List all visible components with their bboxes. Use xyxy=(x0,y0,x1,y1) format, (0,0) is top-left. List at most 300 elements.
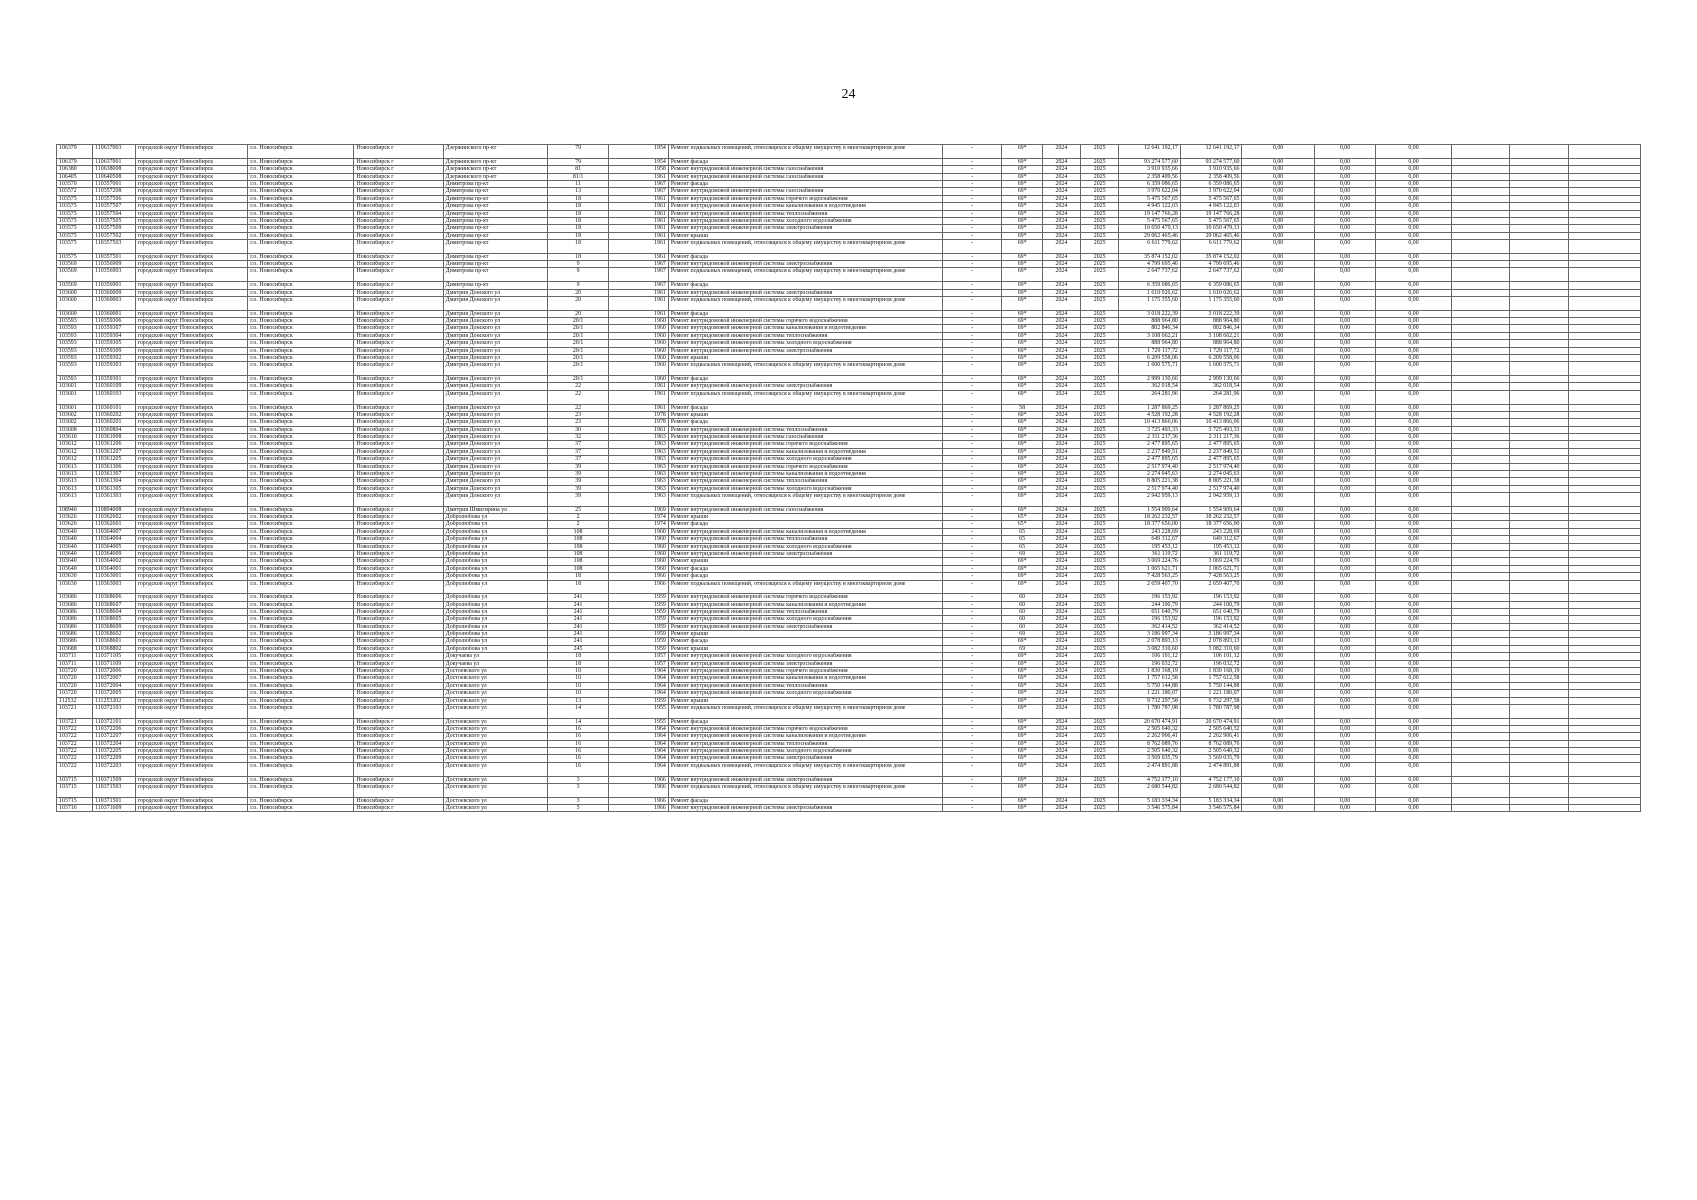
table-cell: 2024 xyxy=(1042,748,1080,755)
table-cell: Ремонт фасада xyxy=(668,638,942,645)
table-cell: 69* xyxy=(1002,289,1042,296)
table-cell: Новосибирск г xyxy=(354,616,443,623)
table-cell: 2 474 891,88 xyxy=(1119,762,1181,776)
table-cell: 1 287 869,25 xyxy=(1119,404,1181,411)
table-cell: городской округ Новосибирск xyxy=(135,697,248,704)
table-cell: 0,00 xyxy=(1314,675,1376,682)
table-cell: Новосибирск г xyxy=(354,383,443,390)
table-cell: 2025 xyxy=(1081,493,1119,507)
table-cell: Ремонт внутридомовой инженерной системы горячего водоснабжения xyxy=(668,594,942,601)
table-cell: Ремонт внутридомовой инженерной системы электроснабжения xyxy=(668,550,942,557)
table-cell: 3 108 662,21 xyxy=(1180,332,1242,339)
table-cell: 0,00 xyxy=(1376,434,1451,441)
table-cell: 1 600 575,71 xyxy=(1180,362,1242,376)
table-cell: 103593 xyxy=(57,325,93,332)
table-cell: 2025 xyxy=(1081,173,1119,180)
table-cell: - xyxy=(942,514,1001,521)
table-cell xyxy=(1451,390,1509,404)
table-cell: Новосибирск г xyxy=(354,653,443,660)
table-cell: 0,00 xyxy=(1376,653,1451,660)
table-cell: 110360201 xyxy=(93,419,135,426)
table-cell: 14 xyxy=(547,718,609,725)
table-cell: 1961 xyxy=(609,426,668,433)
table-cell: 0,00 xyxy=(1242,797,1314,804)
table-cell: 0,00 xyxy=(1242,609,1314,616)
table-cell: Добролюбова ул xyxy=(443,536,547,543)
table-cell: 1969 xyxy=(609,506,668,513)
table-cell xyxy=(1510,158,1568,165)
table-cell: 110371609 xyxy=(93,805,135,812)
table-cell: 110368606 xyxy=(93,594,135,601)
table-cell xyxy=(1568,332,1640,339)
table-cell: г.о. Новосибирск xyxy=(248,776,354,783)
table-cell: 0,00 xyxy=(1376,253,1451,260)
table-cell xyxy=(1568,733,1640,740)
table-cell: - xyxy=(942,210,1001,217)
table-cell: - xyxy=(942,609,1001,616)
table-cell: 2 659 407,70 xyxy=(1180,580,1242,594)
table-cell: 0,00 xyxy=(1242,441,1314,448)
table-cell: 110361305 xyxy=(93,485,135,492)
table-body xyxy=(57,145,1641,812)
table-cell: 0,00 xyxy=(1376,528,1451,535)
table-row xyxy=(57,158,1641,165)
table-cell: 79 xyxy=(547,145,609,159)
table-cell: - xyxy=(942,594,1001,601)
table-cell: 0,00 xyxy=(1314,232,1376,239)
table-cell: 39 xyxy=(547,463,609,470)
table-cell: - xyxy=(942,740,1001,747)
table-cell: 0,00 xyxy=(1242,645,1314,652)
table-cell: - xyxy=(942,733,1001,740)
table-cell: 241 xyxy=(547,601,609,608)
table-cell xyxy=(1510,550,1568,557)
table-cell: г.о. Новосибирск xyxy=(248,318,354,325)
table-cell: Ремонт фасада xyxy=(668,419,942,426)
table-cell: 103722 xyxy=(57,740,93,747)
table-cell: 0,00 xyxy=(1242,616,1314,623)
table-cell: 3 069 224,76 xyxy=(1119,558,1181,565)
table-cell: Дмитрия Донского ул xyxy=(443,310,547,317)
table-cell: Ремонт внутридомовой инженерной системы канализования и водоотведения xyxy=(668,203,942,210)
table-cell xyxy=(1510,565,1568,572)
table-cell: 69* xyxy=(1002,580,1042,594)
table-cell: 2024 xyxy=(1042,347,1080,354)
table-cell: 2025 xyxy=(1081,755,1119,762)
table-cell: 0,00 xyxy=(1376,261,1451,268)
table-cell: г.о. Новосибирск xyxy=(248,289,354,296)
table-row xyxy=(57,347,1641,354)
table-cell: 69* xyxy=(1002,188,1042,195)
table-cell: 241 xyxy=(547,631,609,638)
table-cell: 103613 xyxy=(57,463,93,470)
table-row xyxy=(57,755,1641,762)
table-cell: 2025 xyxy=(1081,376,1119,383)
table-cell: 103600 xyxy=(57,310,93,317)
table-cell: - xyxy=(942,419,1001,426)
table-row xyxy=(57,180,1641,187)
table-cell: 16 xyxy=(547,755,609,762)
table-cell: 103572 xyxy=(57,188,93,195)
table-cell: Ремонт подвальных помещений, относящихся к общему имуществу в многоквартирном доме xyxy=(668,296,942,310)
table-cell: 0,00 xyxy=(1242,217,1314,224)
table-cell: 103722 xyxy=(57,755,93,762)
table-cell xyxy=(1568,550,1640,557)
table-cell xyxy=(1568,180,1640,187)
table-cell: 69* xyxy=(1002,180,1042,187)
table-cell: 2024 xyxy=(1042,690,1080,697)
table-cell: Ремонт внутридомовой инженерной системы холодного водоснабжения xyxy=(668,543,942,550)
table-cell: 0,00 xyxy=(1314,493,1376,507)
table-cell: 2024 xyxy=(1042,325,1080,332)
table-cell: - xyxy=(942,638,1001,645)
table-cell: Ремонт фасада xyxy=(668,573,942,580)
table-cell: городской округ Новосибирск xyxy=(135,690,248,697)
table-cell: 2025 xyxy=(1081,783,1119,797)
table-cell: 1961 xyxy=(609,173,668,180)
table-cell: - xyxy=(942,310,1001,317)
table-cell xyxy=(1568,310,1640,317)
table-cell: - xyxy=(942,797,1001,804)
table-cell: 106 101,12 xyxy=(1119,653,1181,660)
table-cell: 0,00 xyxy=(1376,158,1451,165)
table-cell: 5 183 334,34 xyxy=(1180,797,1242,804)
table-cell: Дмитрия Донского ул xyxy=(443,347,547,354)
table-cell: 0,00 xyxy=(1242,704,1314,718)
table-cell: 103593 xyxy=(57,354,93,361)
table-cell: 106380 xyxy=(57,166,93,173)
table-cell: 69* xyxy=(1002,797,1042,804)
table-cell: городской округ Новосибирск xyxy=(135,783,248,797)
table-cell: 69* xyxy=(1002,232,1042,239)
table-cell xyxy=(1451,434,1509,441)
table-cell: - xyxy=(942,690,1001,697)
table-cell xyxy=(1568,296,1640,310)
table-cell: 2 505 640,32 xyxy=(1119,748,1181,755)
table-cell: 2025 xyxy=(1081,668,1119,675)
table-cell: 0,00 xyxy=(1314,601,1376,608)
table-cell: 3 xyxy=(547,797,609,804)
table-cell: 110357506 xyxy=(93,195,135,202)
table-cell: городской округ Новосибирск xyxy=(135,797,248,804)
table-cell: 69* xyxy=(1002,240,1042,254)
table-cell: 0,00 xyxy=(1242,173,1314,180)
table-cell: 362 414,52 xyxy=(1119,623,1181,630)
table-cell: 10 xyxy=(547,668,609,675)
table-cell: 241 xyxy=(547,638,609,645)
table-cell: 0,00 xyxy=(1314,203,1376,210)
table-cell: 649 312,67 xyxy=(1180,536,1242,543)
table-cell: 110371109 xyxy=(93,660,135,667)
table-cell: 69* xyxy=(1002,340,1042,347)
table-cell: Дмитрия Донского ул xyxy=(443,441,547,448)
table-cell xyxy=(1568,253,1640,260)
table-cell: 1978 xyxy=(609,411,668,418)
table-cell: 0,00 xyxy=(1314,253,1376,260)
table-cell: городской округ Новосибирск xyxy=(135,390,248,404)
table-cell: Новосибирск г xyxy=(354,543,443,550)
table-cell: 10 650 479,13 xyxy=(1180,225,1242,232)
page-number: 24 xyxy=(841,87,856,102)
table-row xyxy=(57,210,1641,217)
table-cell: 3 082 310,60 xyxy=(1119,645,1181,652)
table-cell: 2025 xyxy=(1081,419,1119,426)
table-cell: Дмитрия Донского ул xyxy=(443,332,547,339)
table-cell xyxy=(1510,318,1568,325)
table-cell: 0,00 xyxy=(1376,411,1451,418)
table-cell: 0,00 xyxy=(1242,697,1314,704)
table-cell: Новосибирск г xyxy=(354,690,443,697)
table-cell: 110359303 xyxy=(93,362,135,376)
table-cell: 2024 xyxy=(1042,493,1080,507)
table-cell: 0,00 xyxy=(1376,748,1451,755)
table-cell: 0,00 xyxy=(1314,762,1376,776)
table-cell: 103613 xyxy=(57,485,93,492)
table-cell: Ремонт внутридомовой инженерной системы канализования и водоотведения xyxy=(668,325,942,332)
table-cell: 2024 xyxy=(1042,354,1080,361)
table-cell: 1 600 575,71 xyxy=(1119,362,1181,376)
table-cell: 103722 xyxy=(57,733,93,740)
table-cell: 0,00 xyxy=(1242,528,1314,535)
table-cell: 103686 xyxy=(57,631,93,638)
table-cell: 3 725 493,33 xyxy=(1180,426,1242,433)
table-cell: 2 358 409,56 xyxy=(1180,173,1242,180)
table-cell xyxy=(1451,573,1509,580)
table-cell: 2025 xyxy=(1081,528,1119,535)
table-cell: Новосибирск г xyxy=(354,718,443,725)
table-cell: 0,00 xyxy=(1376,376,1451,383)
table-cell: Ремонт внутридомовой инженерной системы холодного водоснабжения xyxy=(668,340,942,347)
table-cell: 110356903 xyxy=(93,268,135,282)
table-row xyxy=(57,609,1641,616)
table-cell: Новосибирск г xyxy=(354,296,443,310)
table-cell: 0,00 xyxy=(1314,332,1376,339)
table-cell: 2024 xyxy=(1042,434,1080,441)
table-cell: городской округ Новосибирск xyxy=(135,180,248,187)
table-cell: 103593 xyxy=(57,376,93,383)
table-cell: 69* xyxy=(1002,217,1042,224)
table-cell: 0,00 xyxy=(1314,797,1376,804)
table-cell: 16 xyxy=(547,762,609,776)
table-cell: Добролюбова ул xyxy=(443,565,547,572)
table-cell: городской округ Новосибирск xyxy=(135,565,248,572)
table-cell: 0,00 xyxy=(1242,485,1314,492)
table-cell: 2025 xyxy=(1081,195,1119,202)
table-cell: 264 281,96 xyxy=(1180,390,1242,404)
table-cell: 69* xyxy=(1002,565,1042,572)
table-cell: Ремонт крыши xyxy=(668,697,942,704)
table-cell: Ремонт подвальных помещений, относящихся к общему имуществу в многоквартирном доме xyxy=(668,493,942,507)
table-cell: - xyxy=(942,411,1001,418)
table-cell: Достоевского ул xyxy=(443,776,547,783)
table-cell: 2024 xyxy=(1042,310,1080,317)
table-cell: 2025 xyxy=(1081,645,1119,652)
table-cell: 2025 xyxy=(1081,776,1119,783)
table-cell: 0,00 xyxy=(1242,203,1314,210)
table-cell xyxy=(1568,434,1640,441)
table-cell: г.о. Новосибирск xyxy=(248,733,354,740)
table-cell: 2024 xyxy=(1042,550,1080,557)
table-cell: Ремонт подвальных помещений, относящихся к общему имуществу в многоквартирном доме xyxy=(668,704,942,718)
table-cell: 2025 xyxy=(1081,426,1119,433)
table-cell: 1966 xyxy=(609,573,668,580)
table-cell: 2024 xyxy=(1042,514,1080,521)
table-cell: 1963 xyxy=(609,493,668,507)
table-cell: 1960 xyxy=(609,354,668,361)
table-cell: г.о. Новосибирск xyxy=(248,448,354,455)
table-cell: Дмитрия Донского ул xyxy=(443,354,547,361)
table-row xyxy=(57,690,1641,697)
table-cell xyxy=(1451,690,1509,697)
table-cell: Новосибирск г xyxy=(354,506,443,513)
table-cell xyxy=(1451,550,1509,557)
table-cell: 1967 xyxy=(609,188,668,195)
table-cell xyxy=(1510,485,1568,492)
table-cell: Новосибирск г xyxy=(354,448,443,455)
table-cell xyxy=(1510,240,1568,254)
table-cell: 0,00 xyxy=(1376,543,1451,550)
table-cell xyxy=(1451,289,1509,296)
table-cell xyxy=(1568,558,1640,565)
table-cell: 5 183 334,34 xyxy=(1119,797,1181,804)
table-cell: Новосибирск г xyxy=(354,478,443,485)
table-cell: - xyxy=(942,543,1001,550)
table-cell: 2024 xyxy=(1042,609,1080,616)
table-cell: городской округ Новосибирск xyxy=(135,362,248,376)
table-cell: 110359302 xyxy=(93,354,135,361)
table-cell: 110361206 xyxy=(93,441,135,448)
table-cell: городской округ Новосибирск xyxy=(135,289,248,296)
table-cell: 1966 xyxy=(609,580,668,594)
table-cell: 103630 xyxy=(57,573,93,580)
table-cell: 108 xyxy=(547,558,609,565)
table-cell: 69* xyxy=(1002,456,1042,463)
table-cell: Ремонт фасада xyxy=(668,180,942,187)
table-cell: 2024 xyxy=(1042,536,1080,543)
table-cell: 110360202 xyxy=(93,411,135,418)
table-row xyxy=(57,675,1641,682)
table-cell: городской округ Новосибирск xyxy=(135,550,248,557)
table-cell: 103569 xyxy=(57,268,93,282)
table-cell: 2024 xyxy=(1042,145,1080,159)
table-cell: городской округ Новосибирск xyxy=(135,638,248,645)
table-cell: 110372004 xyxy=(93,682,135,689)
table-cell: Дмитрия Донского ул xyxy=(443,493,547,507)
table-cell: городской округ Новосибирск xyxy=(135,733,248,740)
table-row xyxy=(57,601,1641,608)
table-cell: 69* xyxy=(1002,638,1042,645)
table-cell: 2024 xyxy=(1042,318,1080,325)
table-row xyxy=(57,580,1641,594)
table-cell: 103715 xyxy=(57,797,93,804)
table-cell: 110364005 xyxy=(93,543,135,550)
table-cell: 2024 xyxy=(1042,376,1080,383)
table-cell: - xyxy=(942,448,1001,455)
table-cell: 11 xyxy=(547,180,609,187)
table-cell: 6 611 779,62 xyxy=(1119,240,1181,254)
table-cell xyxy=(1568,601,1640,608)
table-cell: Димитрова пр-кт xyxy=(443,188,547,195)
table-cell: 69* xyxy=(1002,434,1042,441)
table-cell: 2024 xyxy=(1042,210,1080,217)
table-cell xyxy=(1451,195,1509,202)
table-cell: 0,00 xyxy=(1376,660,1451,667)
table-cell xyxy=(1568,158,1640,165)
table-cell: 651 640,79 xyxy=(1180,609,1242,616)
table-cell: 1961 xyxy=(609,210,668,217)
table-cell: 2024 xyxy=(1042,594,1080,601)
table-cell: 0,00 xyxy=(1376,718,1451,725)
table-cell: 0,00 xyxy=(1314,463,1376,470)
table-cell xyxy=(1568,478,1640,485)
table-cell: 69* xyxy=(1002,195,1042,202)
table-cell: 0,00 xyxy=(1376,325,1451,332)
table-cell xyxy=(1510,347,1568,354)
table-cell: 1964 xyxy=(609,755,668,762)
table-cell: 110360101 xyxy=(93,404,135,411)
table-cell: 6 209 558,06 xyxy=(1119,354,1181,361)
table-row xyxy=(57,616,1641,623)
table-cell: г.о. Новосибирск xyxy=(248,740,354,747)
table-cell: 0,00 xyxy=(1376,675,1451,682)
table-cell: г.о. Новосибирск xyxy=(248,485,354,492)
table-cell: Новосибирск г xyxy=(354,697,443,704)
table-cell: 103640 xyxy=(57,536,93,543)
table-cell xyxy=(1451,740,1509,747)
table-cell: 0,00 xyxy=(1376,310,1451,317)
table-cell: 0,00 xyxy=(1376,558,1451,565)
table-cell: 0,00 xyxy=(1314,623,1376,630)
table-cell: 0,00 xyxy=(1314,704,1376,718)
table-cell: 0,00 xyxy=(1242,456,1314,463)
table-cell xyxy=(1568,456,1640,463)
table-cell: 1961 xyxy=(609,404,668,411)
table-cell: 110356909 xyxy=(93,261,135,268)
table-cell: 0,00 xyxy=(1376,506,1451,513)
table-cell: городской округ Новосибирск xyxy=(135,704,248,718)
table-cell: 103593 xyxy=(57,340,93,347)
table-cell: Ремонт внутридомовой инженерной системы холодного водоснабжения xyxy=(668,485,942,492)
table-cell: 110361207 xyxy=(93,448,135,455)
table-cell: городской округ Новосибирск xyxy=(135,718,248,725)
table-cell: 2025 xyxy=(1081,704,1119,718)
table-cell: 1 065 621,71 xyxy=(1119,565,1181,572)
table-cell xyxy=(1510,261,1568,268)
table-cell: 2 078 893,13 xyxy=(1119,638,1181,645)
table-cell xyxy=(1568,318,1640,325)
table-cell: Достоевского ул xyxy=(443,675,547,682)
table-cell: - xyxy=(942,805,1001,812)
table-cell xyxy=(1451,653,1509,660)
table-cell: - xyxy=(942,325,1001,332)
table-cell: 0,00 xyxy=(1314,521,1376,528)
table-cell: 103569 xyxy=(57,261,93,268)
table-cell xyxy=(1451,383,1509,390)
table-cell: 0,00 xyxy=(1242,310,1314,317)
table-cell: Димитрова пр-кт xyxy=(443,232,547,239)
table-cell: 1963 xyxy=(609,478,668,485)
table-cell: 2024 xyxy=(1042,225,1080,232)
table-cell: Новосибирск г xyxy=(354,282,443,289)
table-cell: Ремонт внутридомовой инженерной системы теплоснабжения xyxy=(668,536,942,543)
table-cell: 110361008 xyxy=(93,434,135,441)
table-cell: 1964 xyxy=(609,733,668,740)
table-cell: 23 xyxy=(547,419,609,426)
table-cell: 2 477 895,65 xyxy=(1119,441,1181,448)
table-cell: Ремонт внутридомовой инженерной системы газоснабжения xyxy=(668,434,942,441)
table-cell: 1963 xyxy=(609,441,668,448)
table-cell: 0,00 xyxy=(1376,188,1451,195)
